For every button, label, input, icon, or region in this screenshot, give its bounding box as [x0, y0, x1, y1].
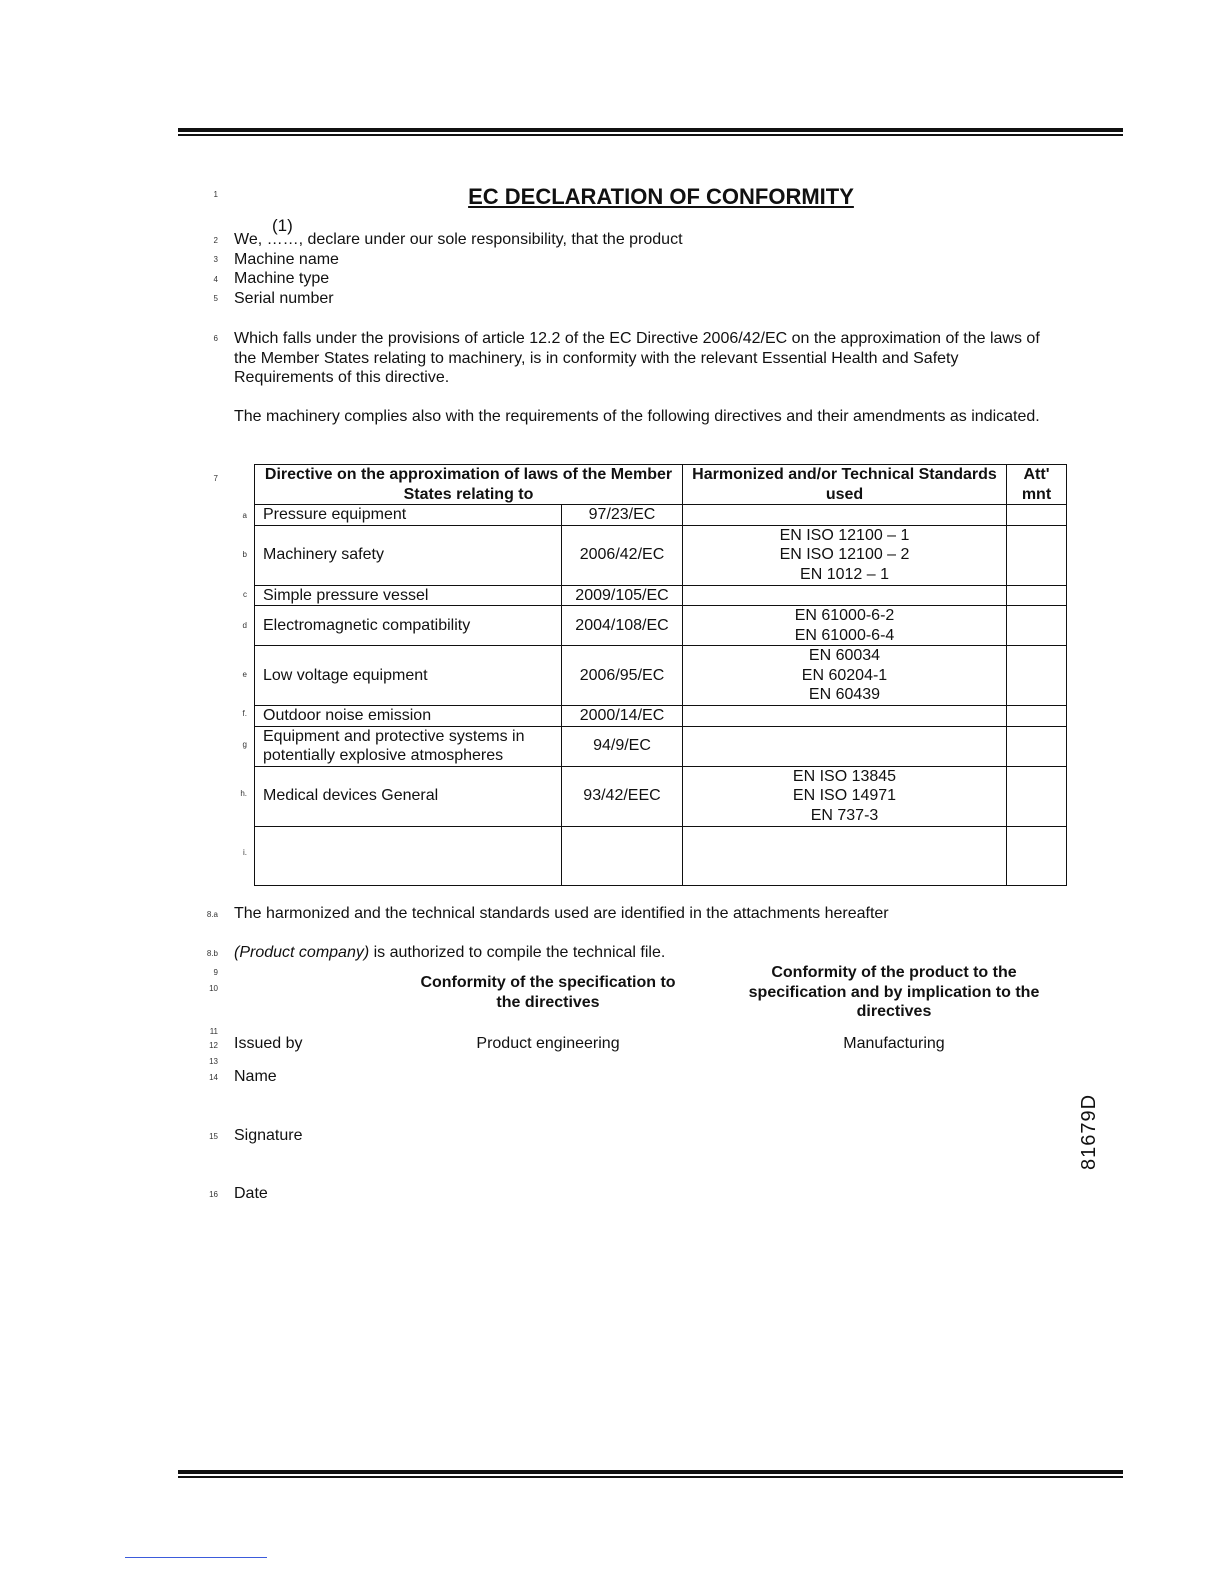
note-technical-file — [234, 944, 665, 962]
standard-item: EN 60034 — [808, 647, 881, 665]
standard-item: EN 61000-6-4 — [794, 626, 895, 644]
standard-item: EN ISO 12100 – 2 — [779, 546, 910, 564]
signature-label: Signature — [234, 1127, 303, 1144]
attachment-cell — [1007, 726, 1067, 766]
table-row — [255, 525, 1067, 585]
line-number: 10 — [209, 984, 218, 993]
field-machine-type: Machine type — [234, 270, 330, 287]
note-standards-attachments: The harmonized and the technical standards used are identified in the attachments hereafter — [234, 905, 889, 922]
row-letter: d — [242, 621, 247, 630]
standard-item: EN 1012 – 1 — [800, 565, 889, 583]
directive-code: 2000/14/EC — [562, 706, 683, 727]
line-number: 1 — [213, 190, 218, 199]
attachment-cell — [1007, 706, 1067, 727]
line-number: 5 — [213, 294, 218, 303]
standards-cell — [683, 606, 1007, 646]
line-number: 14 — [209, 1073, 218, 1082]
standards-cell — [683, 726, 1007, 766]
footnote-marker: (1) — [272, 216, 293, 235]
field-serial-number: Serial number — [234, 290, 334, 307]
attachment-cell — [1007, 505, 1067, 526]
directive-code: 2009/105/EC — [562, 585, 683, 606]
line-number: 3 — [213, 255, 218, 264]
row-letter: a — [242, 511, 247, 520]
line-number: 2 — [213, 236, 218, 245]
table-row — [255, 505, 1067, 526]
field-machine-name: Machine name — [234, 251, 339, 268]
row-letter: g — [242, 740, 247, 749]
directive-name: Pressure equipment — [255, 505, 562, 526]
row-letter: b — [242, 550, 247, 559]
standards-cell — [683, 525, 1007, 585]
directive-code: 2004/108/EC — [562, 606, 683, 646]
line-number: 8.b — [206, 949, 218, 958]
issued-by-manufacturing: Manufacturing — [843, 1035, 945, 1052]
directive-code: 94/9/EC — [562, 726, 683, 766]
header-standards: Harmonized and/or Technical Standards used — [683, 465, 1007, 505]
standard-item: EN 61000-6-2 — [794, 607, 895, 624]
issued-by-label: Issued by — [234, 1035, 303, 1052]
table-row — [255, 585, 1067, 606]
line-number: 6 — [213, 334, 218, 343]
directive-name: Machinery safety — [255, 525, 562, 585]
line-number: 9 — [213, 968, 218, 977]
attachment-cell — [1007, 766, 1067, 826]
table-row — [255, 706, 1067, 727]
header-directive: Directive on the approximation of laws of the Member States relating to — [255, 465, 683, 505]
attachment-cell — [1007, 585, 1067, 606]
attachment-cell — [1007, 826, 1067, 885]
directive-name: Low voltage equipment — [255, 646, 562, 706]
complies-paragraph: The machinery complies also with the requirements of the following directives and their amendments as indicated. — [234, 408, 1040, 425]
line-number: 13 — [209, 1057, 218, 1066]
standards-cell — [683, 646, 1007, 706]
directive-code: 93/42/EEC — [562, 766, 683, 826]
standard-item: EN 60204-1 — [801, 666, 888, 684]
footer-link-line — [125, 1557, 267, 1558]
note-technical-file-text: is authorized to compile the technical file. — [369, 944, 666, 961]
row-letter: h. — [240, 789, 247, 798]
standards-cell — [683, 706, 1007, 727]
figure-code: 81679D — [1078, 1093, 1100, 1170]
line-number: 7 — [213, 474, 218, 483]
page-title: EC DECLARATION OF CONFORMITY — [468, 184, 854, 209]
standards-cell — [683, 826, 1007, 885]
row-letter: c — [243, 590, 247, 599]
directive-code: 97/23/EC — [562, 505, 683, 526]
attachment-cell — [1007, 646, 1067, 706]
directive-code: 2006/42/EC — [562, 525, 683, 585]
directive-name — [255, 826, 562, 885]
provision-paragraph: Which falls under the provisions of article 12.2 of the EC Directive 2006/42/EC on the approximation of the laws of the Member States relating to machinery, is in conformity with the relevant Essential Health and Safety Requirements of this directive. — [234, 330, 1040, 386]
standard-item: EN ISO 13845 — [792, 767, 897, 785]
line-number: 15 — [209, 1132, 218, 1141]
table-row — [255, 606, 1067, 646]
table-row — [255, 646, 1067, 706]
line-number: 4 — [213, 275, 218, 284]
standards-cell — [683, 505, 1007, 526]
attachment-cell — [1007, 525, 1067, 585]
standards-cell — [683, 585, 1007, 606]
standard-item: EN ISO 12100 – 1 — [779, 526, 910, 544]
directive-name: Electromagnetic compatibility — [255, 606, 562, 646]
col2-heading: Conformity of the product to the specification and by implication to the directives — [748, 964, 1040, 1020]
product-company: (Product company) — [234, 944, 370, 961]
line-number: 12 — [209, 1041, 218, 1050]
intro-line: We, ……, declare under our sole responsibility, that the product — [234, 231, 683, 248]
table-row — [255, 766, 1067, 826]
directive-code: 2006/95/EC — [562, 646, 683, 706]
col1-heading: Conformity of the specification to the directives — [420, 974, 676, 1011]
line-number: 11 — [209, 1027, 218, 1036]
line-number: 8.a — [206, 910, 218, 919]
header-attachment: Att' mnt — [1007, 465, 1067, 505]
directive-name: Medical devices General — [255, 766, 562, 826]
directive-name: Equipment and protective systems in potentially explosive atmospheres — [255, 726, 562, 766]
directives-table — [254, 464, 1067, 886]
date-label: Date — [234, 1185, 268, 1202]
standards-cell — [683, 766, 1007, 826]
standard-item: EN 60439 — [808, 686, 881, 704]
table-row — [255, 726, 1067, 766]
top-rule — [178, 128, 1123, 136]
line-number: 16 — [209, 1190, 218, 1199]
row-letter: i. — [243, 848, 247, 857]
directive-code — [562, 826, 683, 885]
directive-name: Outdoor noise emission — [255, 706, 562, 727]
bottom-rule — [178, 1470, 1123, 1478]
row-letter: f. — [242, 709, 247, 718]
attachment-cell — [1007, 606, 1067, 646]
standard-item: EN 737-3 — [810, 806, 879, 824]
directive-name: Simple pressure vessel — [255, 585, 562, 606]
table-row — [255, 826, 1067, 885]
issued-by-engineering: Product engineering — [476, 1035, 620, 1052]
standard-item: EN ISO 14971 — [792, 787, 897, 805]
row-letter: e — [242, 670, 247, 679]
name-label: Name — [234, 1068, 277, 1085]
